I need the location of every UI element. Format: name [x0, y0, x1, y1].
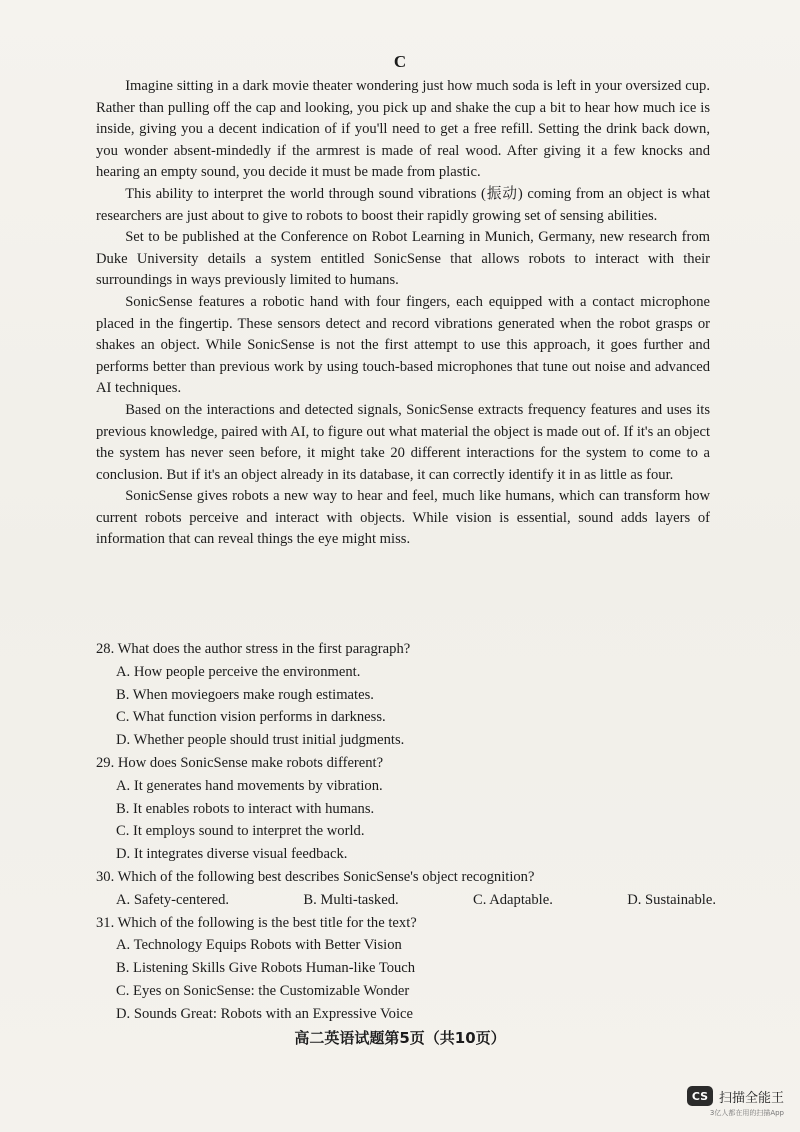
option-c: C. It employs sound to interpret the world. [116, 823, 365, 840]
question-list [96, 638, 716, 1026]
question-stem: 30. Which of the following best describes SonicSense's object recognition? [96, 868, 535, 885]
question-31 [96, 912, 716, 1026]
option-a: A. How people perceive the environment. [116, 663, 361, 680]
watermark-tagline: 3亿人都在用的扫描App [709, 1109, 784, 1117]
option-b: B. Listening Skills Give Robots Human-like Touch [116, 960, 416, 977]
passage-paragraph-3: Set to be published at the Conference on Robot Learning in Munich, Germany, new research from Duke University details a system entitled SonicSense that allows robots to interact with their surroundings in ways previously limited to humans. [96, 229, 710, 289]
reading-passage [96, 76, 710, 551]
option-d: D. Sounds Great: Robots with an Expressive Voice [116, 1005, 413, 1022]
question-stem: 31. Which of the following is the best title for the text? [96, 914, 417, 931]
camscanner-logo-icon: CS [687, 1086, 713, 1106]
option-c: C. Eyes on SonicSense: the Customizable Wonder [116, 982, 410, 999]
option-a: A. It generates hand movements by vibration. [116, 777, 383, 794]
question-30 [96, 866, 716, 912]
passage-paragraph-4: SonicSense features a robotic hand with four fingers, each equipped with a contact microphone placed in the fingertip. These sensors detect and record vibrations generated when the robot grasps or shakes an object. While SonicSense is not the first attempt to use this approach, it goes further and performs better than previous work by using touch-based microphones that tune out noise and advanced AI techniques. [96, 293, 710, 397]
option-b: B. It enables robots to interact with humans. [116, 800, 375, 817]
question-29 [96, 752, 716, 866]
passage-paragraph-2: This ability to interpret the world through sound vibrations (振动) coming from an object is what researchers are just about to give to robots to boost their rapidly growing set of sensing abilities. [96, 185, 710, 224]
option-a: A. Safety-centered. [116, 891, 230, 908]
option-b: B. When moviegoers make rough estimates. [116, 686, 374, 703]
option-d: D. Sustainable. [627, 891, 716, 908]
option-c: C. Adaptable. [473, 891, 553, 908]
options-row [116, 889, 716, 912]
option-b: B. Multi-tasked. [303, 891, 399, 908]
option-c: C. What function vision performs in darkness. [116, 709, 386, 726]
watermark-brand: 扫描全能王 [718, 1090, 784, 1106]
question-stem: 28. What does the author stress in the first paragraph? [96, 641, 411, 657]
option-d: D. It integrates diverse visual feedback. [116, 846, 348, 863]
scanner-watermark [687, 1086, 784, 1118]
option-a: A. Technology Equips Robots with Better Vision [116, 937, 402, 954]
passage-paragraph-1: Imagine sitting in a dark movie theater wondering just how much soda is left in your oversized cup. Rather than pulling off the cap and looking, you pick up and shake the cup a bit to hear how much ice is inside, giving you a decent indication of if you'll need to get a free refill. Setting the drink back down, you wonder absent-mindedly if the armrest is made of real wood. After giving it a few knocks and hearing an empty sound, you decide it must be made from plastic. [96, 78, 710, 181]
question-28 [96, 638, 716, 752]
passage-paragraph-5: Based on the interactions and detected signals, SonicSense extracts frequency features and uses its previous knowledge, paired with AI, to figure out what material the object is made out of. If it's an object the system has never seen before, it might take 20 different interactions for the system to come to a conclusion. But if it's an object already in its database, it can correctly identify it in as little as four. [96, 401, 710, 483]
question-stem: 29. How does SonicSense make robots different? [96, 754, 384, 771]
option-d: D. Whether people should trust initial judgments. [116, 732, 405, 749]
passage-paragraph-6: SonicSense gives robots a new way to hear and feel, much like humans, which can transform how current robots perceive and interact with objects. While vision is essential, sound adds layers of information that can reveal things the eye might miss. [96, 488, 710, 548]
section-letter: C [393, 52, 407, 71]
page-footer: 高二英语试题第5页（共10页） [294, 1029, 506, 1047]
